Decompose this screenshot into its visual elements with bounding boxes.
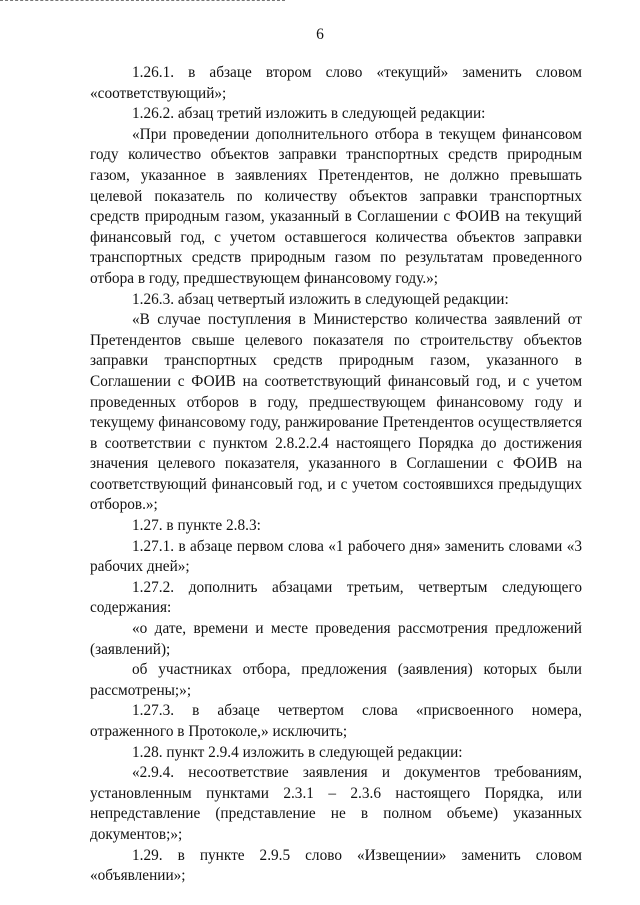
document-body [90, 63, 582, 887]
quoted-paragraph-ranking: «В случае поступления в Министерство количества заявлений от Претендентов свыше целевого показателя по строительству объектов заправки транспортных средств природным газом, указанного в Соглашении с ФОИВ на соответствующий финансовый год, и с учетом проведенных отборов в году, предшествующем финансовому году и текущему финансовому году, ранжирование Претендентов осуществляется в соответствии с пунктом 2.8.2.2.4 настоящего Порядка до достижения значения целевого показателя, указанного в Соглашении с ФОИВ на соответствующий финансовый год, и с учетом состоявшихся предыдущих отборов.»; [90, 311, 582, 514]
paragraph-1-26-3: 1.26.3. абзац четвертый изложить в следующей редакции: [132, 290, 509, 308]
quoted-paragraph-additional-selection: «При проведении дополнительного отбора в текущем финансовом году количество объектов заправки транспортных средств природным газом, указанное в заявлениях Претендентов, не должно превышать целевой показатель по количеству объектов заправки транспортных средств природным газом, указанный в Соглашении с ФОИВ на текущий финансовый год, с учетом оставшегося количества объектов заправки транспортных средств природным газом по результатам проведенного отбора в году, предшествующем финансовому году.»; [90, 125, 582, 287]
paragraph-1-26-2: 1.26.2. абзац третий изложить в следующей редакции: [132, 105, 486, 123]
paragraph-1-28: 1.28. пункт 2.9.4 изложить в следующей редакции: [132, 743, 463, 761]
paragraph-1-27: 1.27. в пункте 2.8.3: [132, 517, 261, 535]
paragraph-1-27-3: 1.27.3. в абзаце четвертом слова «присвоенного номера, отраженного в Протоколе,» исключить; [90, 702, 582, 740]
quoted-paragraph-participants: об участниках отбора, предложения (заявления) которых были рассмотрены;»; [90, 661, 582, 699]
paragraph-1-27-1: 1.27.1. в абзаце первом слова «1 рабочего дня» заменить словами «3 рабочих дней»; [90, 537, 582, 576]
scan-top-edge [0, 0, 285, 3]
quoted-paragraph-2-9-4: «2.9.4. несоответствие заявления и документов требованиям, установленным пунктами 2.3.1 – 2.3.6 настоящего Порядка, или непредставление (представление не в полном объеме) указанных документов;»; [90, 764, 582, 843]
paragraph-1-29: 1.29. в пункте 2.9.5 слово «Извещении» заменить словом «объявлении»; [90, 846, 582, 885]
quoted-paragraph-date-time-place: «о дате, времени и месте проведения рассмотрения предложений (заявлений); [90, 620, 582, 658]
page-number: 6 [316, 26, 324, 43]
paragraph-1-27-2: 1.27.2. дополнить абзацами третьим, четвертым следующего содержания: [90, 578, 582, 617]
paragraph-1-26-1: 1.26.1. в абзаце втором слово «текущий» заменить словом «соответствующий»; [90, 64, 582, 102]
